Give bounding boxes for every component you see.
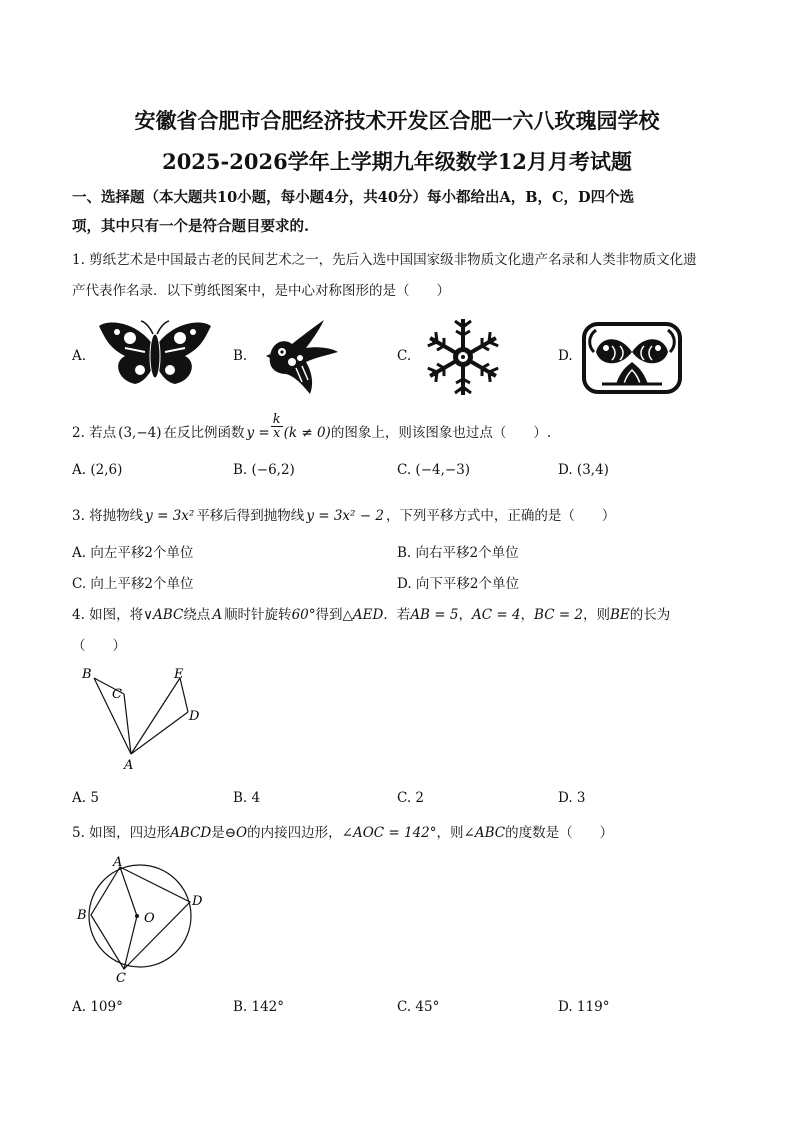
q5-label-o: O xyxy=(144,911,155,926)
q5-circle-figure xyxy=(74,852,214,984)
q3-option-a: A. 向左平移2个单位 xyxy=(72,545,194,561)
q4-text-c: 顺时针旋转 xyxy=(224,607,292,623)
q2-option-d: D. (3,4) xyxy=(558,462,609,478)
q4-option-c: C. 2 xyxy=(397,790,425,806)
q4-text-f: ，则 xyxy=(583,607,611,623)
q3-formula-original: y = 3x² xyxy=(145,508,195,524)
q3-option-d: D. 向下平移2个单位 xyxy=(397,576,520,592)
q4-label-c: C xyxy=(112,687,122,702)
q1-option-c-label: C. xyxy=(397,348,412,364)
q4-ac: AC = 4 xyxy=(471,607,521,623)
q5-label-d: D xyxy=(192,894,203,909)
q4-option-b: B. 4 xyxy=(233,790,261,806)
q5-mid2: 的内接四边形， xyxy=(247,825,342,841)
q1-option-d-label: D. xyxy=(558,348,573,364)
q4-label-e: E xyxy=(174,667,184,682)
q5-quad: ABCD xyxy=(170,825,212,841)
q5-option-c: C. 45° xyxy=(397,999,440,1015)
q2-point: (3,−4) xyxy=(118,425,162,441)
fish-papercut-image xyxy=(582,322,682,394)
q4-angle: 60° xyxy=(291,607,316,623)
q5-option-b: B. 142° xyxy=(233,999,285,1015)
q4-option-a: A. 5 xyxy=(72,790,99,806)
q4-text-g: 的长为 xyxy=(629,607,671,623)
q5-prefix: 5. 如图，四边形 xyxy=(72,825,171,841)
q2-condition: (k ≠ 0) xyxy=(283,425,331,441)
q4-bc: BC = 2 xyxy=(534,607,584,623)
q4-triangle-abc: ∨ABC xyxy=(143,607,184,623)
q2-prefix: 2. 若点 xyxy=(72,425,117,441)
q3-prefix: 3. 将抛物线 xyxy=(72,508,144,524)
q4-text-e: ．若 xyxy=(383,607,411,623)
swallow-papercut-image xyxy=(262,318,342,396)
q4-text-b: 绕点 xyxy=(183,607,211,623)
segment-ed xyxy=(180,678,188,712)
exam-title-line2: 2025-2026学年上学期九年级数学12月月考试题 xyxy=(162,149,632,174)
q4-text-line1: 4. 如图，将∨ABC绕点 A 顺时针旋转60°得到△AED．若AB = 5，AC = 4，BC = 2，则BE的长为 xyxy=(72,607,671,623)
q4-rotation-figure xyxy=(78,662,208,774)
q5-angle-abc: ∠ABC xyxy=(463,825,506,841)
q5-text xyxy=(72,821,613,841)
q2-fraction-denominator: x xyxy=(273,426,281,441)
q4-triangle-aed: △AED xyxy=(342,607,384,623)
q1-option-a-label: A. xyxy=(72,348,87,364)
q5-label-c: C xyxy=(116,971,126,986)
q3-option-c: C. 向上平移2个单位 xyxy=(72,576,194,592)
q3-text xyxy=(72,504,615,524)
q5-label-b: B xyxy=(77,908,87,923)
q4-label-b: B xyxy=(82,667,92,682)
q3-option-b: B. 向右平移2个单位 xyxy=(397,545,519,561)
segment-oc xyxy=(124,916,137,969)
segment-da xyxy=(131,712,188,754)
q4-label-a: A xyxy=(124,758,134,773)
q2-mid: 在反比例函数 xyxy=(163,425,245,441)
q2-option-b: B. (−6,2) xyxy=(233,462,295,478)
q5-label-a: A xyxy=(113,855,123,870)
q5-mid1: 是 xyxy=(211,825,225,841)
q4-option-d: D. 3 xyxy=(558,790,586,806)
q5-suffix: 的度数是（ ） xyxy=(505,825,614,841)
q3-suffix: ，下列平移方式中，正确的是（ ） xyxy=(385,508,616,524)
q2-text xyxy=(72,412,552,441)
q5-mid3: ，则 xyxy=(436,825,464,841)
section-heading-line2: 项，其中只有一个是符合题目要求的. xyxy=(72,218,310,235)
q3-formula-shifted: y = 3x² − 2 xyxy=(306,508,384,524)
q4-text-d: 得到 xyxy=(315,607,343,623)
q1-option-b-label: B. xyxy=(233,348,248,364)
q5-angle-aoc: ∠AOC = 142° xyxy=(341,825,437,841)
segment-ca xyxy=(124,694,131,754)
q4-text-line2: （ ） xyxy=(72,638,126,654)
segment-ae xyxy=(131,678,180,754)
q1-text-line1: 1. 剪纸艺术是中国最古老的民间艺术之一，先后入选中国国家级非物质文化遗产名录和人类非物质文化遗 xyxy=(72,252,697,268)
q4-be: BE xyxy=(610,607,630,623)
q5-option-d: D. 119° xyxy=(558,999,610,1015)
q2-option-c: C. (−4,−3) xyxy=(397,462,471,478)
q2-fraction-numerator: k xyxy=(272,412,281,427)
section-heading-line1: 一、选择题（本大题共10小题，每小题4分，共40分）每小都给出A，B，C，D四个选 xyxy=(72,189,635,206)
center-point-o xyxy=(135,914,139,918)
q4-label-d: D xyxy=(189,709,200,724)
exam-title-line1: 安徽省合肥市合肥经济技术开发区合肥一六八玫瑰园学校 xyxy=(134,108,660,133)
q2-suffix: 的图象上，则该图象也过点（ ）. xyxy=(330,425,552,441)
butterfly-papercut-image xyxy=(95,318,215,390)
q2-function-y: y = xyxy=(246,425,270,441)
q3-mid: 平移后得到抛物线 xyxy=(196,508,305,524)
q5-option-a: A. 109° xyxy=(72,999,123,1015)
q4-point-a: A xyxy=(212,607,223,623)
q4-ab: AB = 5 xyxy=(410,607,459,623)
q2-option-a: A. (2,6) xyxy=(72,462,123,478)
q5-circle: ⊖O xyxy=(224,825,248,841)
q4-text-a: 4. 如图，将 xyxy=(72,607,144,623)
q1-text-line2: 产代表作名录．以下剪纸图案中，是中心对称图形的是（ ） xyxy=(72,283,450,299)
q2-fraction xyxy=(271,413,283,440)
snowflake-papercut-image xyxy=(420,318,506,396)
